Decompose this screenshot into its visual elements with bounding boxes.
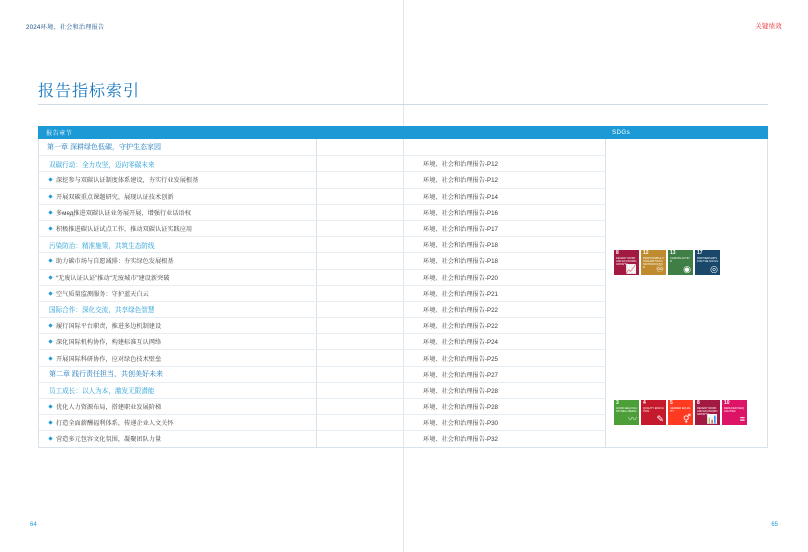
diamond-bullet-icon xyxy=(48,356,52,360)
row-chapter-label: 员工成长：以人为本，激发无限潜能 xyxy=(49,388,155,396)
sdg-icon-group xyxy=(614,400,747,425)
sdg-icon-group xyxy=(614,250,720,275)
sdg-goal-icon xyxy=(614,250,639,275)
sdg-glyph-icon: 〰 xyxy=(627,413,637,424)
sdg-glyph-icon: ✎ xyxy=(656,413,664,424)
row-reference: 环境、社会和治理报告-P32 xyxy=(316,430,605,446)
sdg-number: 12 xyxy=(643,250,649,256)
sdg-goal-icon xyxy=(668,250,693,275)
diamond-bullet-icon xyxy=(48,210,52,214)
row-chapter-label: 助力碳市场与自愿减排：夯实绿色发展根基 xyxy=(56,258,174,266)
sdg-name: DECENT WORK AND ECONOMIC GROWTH xyxy=(697,406,718,416)
sdg-number: 13 xyxy=(670,250,676,256)
sdg-name: REDUCED INEQUALITIES xyxy=(724,406,744,413)
sdg-glyph-icon: ⚥ xyxy=(682,413,691,424)
sdg-number: 10 xyxy=(724,400,730,406)
row-chapter-name xyxy=(39,139,316,155)
row-chapter-label: 开展双碳重点课题研究，展现认证技术创新 xyxy=(56,193,174,201)
row-chapter-label: 履行国际平台职责，推进多边机制建设 xyxy=(56,323,162,331)
row-chapter-label: 第一章 深耕绿色低碳，守护生态家园 xyxy=(47,144,161,152)
table-row[interactable] xyxy=(39,366,767,382)
row-chapter-name xyxy=(39,236,316,252)
table-row[interactable] xyxy=(39,317,767,333)
row-reference: 环境、社会和治理报告-P21 xyxy=(316,285,605,301)
row-chapter-label: 打造全面薪酬福利体系，传递企业人文关怀 xyxy=(56,420,174,428)
sdg-number: 3 xyxy=(616,400,619,406)
diamond-bullet-icon xyxy=(48,324,52,328)
row-reference: 环境、社会和治理报告-P28 xyxy=(316,398,605,414)
title-divider xyxy=(38,104,768,105)
sdg-glyph-icon: ◎ xyxy=(710,263,718,274)
diamond-bullet-icon xyxy=(48,194,52,198)
row-chapter-name xyxy=(39,382,316,398)
row-reference: 环境、社会和治理报告-P12 xyxy=(316,171,605,187)
table-row[interactable] xyxy=(39,301,767,317)
row-chapter-label: 开展国际科研协作，应对绿色技术壁垒 xyxy=(56,355,162,363)
diamond-bullet-icon xyxy=(48,178,52,182)
row-chapter-name xyxy=(39,285,316,301)
table-row[interactable] xyxy=(39,333,767,349)
row-reference: 环境、社会和治理报告-P18 xyxy=(316,252,605,268)
row-chapter-name xyxy=(39,366,316,382)
page-header xyxy=(0,0,808,40)
row-chapter-name xyxy=(39,398,316,414)
row-chapter-label: 双碳行动：全力攻坚，迈向零碳未来 xyxy=(49,161,155,169)
diamond-bullet-icon xyxy=(48,340,52,344)
diamond-bullet-icon xyxy=(48,437,52,441)
row-chapter-label: 积极推进碳认证试点工作，推动双碳认证实践应用 xyxy=(56,226,193,234)
sdg-glyph-icon: ♾ xyxy=(655,263,664,274)
sdg-name: DECENT WORK AND ECONOMIC GROWTH xyxy=(616,256,637,266)
row-chapter-label: 优化人力资源布局，搭建职业发展阶梯 xyxy=(56,404,162,412)
sdg-name: PARTNERSHIPS FOR THE GOALS xyxy=(697,256,718,263)
row-chapter-label: 国际合作：深化交流，共享绿色智慧 xyxy=(49,307,155,315)
row-reference: 环境、社会和治理报告-P17 xyxy=(316,220,605,236)
table-row[interactable] xyxy=(39,220,767,236)
diamond-bullet-icon xyxy=(48,404,52,408)
table-row[interactable] xyxy=(39,139,767,155)
page-number-left: 64 xyxy=(30,522,37,528)
sdg-goal-icon xyxy=(722,400,747,425)
row-chapter-name xyxy=(39,301,316,317)
row-chapter-label: 污染防治：精准施策，共筑生态防线 xyxy=(49,242,155,250)
sdg-number: 5 xyxy=(670,400,673,406)
table-header-row xyxy=(38,126,768,139)
sdg-goal-icon xyxy=(695,400,720,425)
row-chapter-name xyxy=(39,430,316,446)
row-chapter-name xyxy=(39,204,316,220)
row-chapter-label: 深挖参与双碳认证制度体系建设，夯实行业发展根基 xyxy=(56,177,199,185)
row-reference xyxy=(316,139,605,155)
page-title: 报告指标索引 xyxy=(38,83,141,100)
table-row[interactable] xyxy=(39,204,767,220)
row-reference: 环境、社会和治理报告-P24 xyxy=(316,333,605,349)
sdg-number: 8 xyxy=(697,400,700,406)
row-reference: 环境、社会和治理报告-P22 xyxy=(316,317,605,333)
row-reference: 环境、社会和治理报告-P16 xyxy=(316,204,605,220)
diamond-bullet-icon xyxy=(48,259,52,263)
row-reference: 环境、社会和治理报告-P12 xyxy=(316,155,605,171)
table-body xyxy=(38,139,768,448)
row-reference: 环境、社会和治理报告-P14 xyxy=(316,188,605,204)
sdg-number: 4 xyxy=(643,400,646,406)
row-chapter-name xyxy=(39,333,316,349)
sdg-glyph-icon: 📈 xyxy=(625,263,637,274)
table-row[interactable] xyxy=(39,430,767,446)
diamond-bullet-icon xyxy=(48,421,52,425)
page-number-right: 65 xyxy=(771,522,778,528)
sdg-glyph-icon: ◉ xyxy=(683,263,691,274)
row-chapter-name xyxy=(39,349,316,365)
row-chapter-name xyxy=(39,414,316,430)
header-section-tag: 关键绩效 xyxy=(755,23,782,30)
row-chapter-label: “无废认证认证”推动“无废城市”建设新突破 xyxy=(56,274,170,282)
table-row[interactable] xyxy=(39,349,767,365)
row-reference: 环境、社会和治理报告-P18 xyxy=(316,236,605,252)
row-chapter-name xyxy=(39,171,316,187)
column-header-sdg: SDGs xyxy=(612,129,631,136)
table-row[interactable] xyxy=(39,155,767,171)
column-header-chapter: 报告章节 xyxy=(46,130,73,137)
index-table xyxy=(38,126,768,448)
diamond-bullet-icon xyxy=(48,226,52,230)
sdg-goal-icon xyxy=(668,400,693,425)
row-reference: 环境、社会和治理报告-P25 xyxy=(316,349,605,365)
sdg-name: QUALITY EDUCATION xyxy=(643,406,664,413)
row-chapter-name xyxy=(39,155,316,171)
row-chapter-label: 第二章 践行责任担当，共创美好未来 xyxy=(49,371,163,379)
sdg-goal-icon xyxy=(695,250,720,275)
row-reference: 环境、社会和治理报告-P27 xyxy=(316,366,605,382)
sdg-goal-icon xyxy=(641,250,666,275)
sdg-goal-icon xyxy=(614,400,639,425)
row-chapter-name xyxy=(39,252,316,268)
row-chapter-label: 深化国际机构协作，构建标准互认网络 xyxy=(56,339,162,347)
sdg-name: RESPONSIBLE CONSUMPTION AND PRODUCTION xyxy=(643,256,664,269)
row-chapter-name xyxy=(39,269,316,285)
row-chapter-label: 多мед推进双碳认证业务展开展，增强行业话语权 xyxy=(56,209,191,217)
sdg-name: GOOD HEALTH AND WELL-BEING xyxy=(616,406,637,413)
row-reference: 环境、社会和治理报告-P30 xyxy=(316,414,605,430)
row-chapter-label: 空气质量监测服务：守护蓝天白云 xyxy=(56,290,149,298)
row-reference: 环境、社会和治理报告-P22 xyxy=(316,301,605,317)
table-row[interactable] xyxy=(39,382,767,398)
table-row[interactable] xyxy=(39,171,767,187)
sdg-glyph-icon: 📊 xyxy=(706,413,718,424)
sdg-number: 8 xyxy=(616,250,619,256)
row-chapter-name xyxy=(39,220,316,236)
sdg-goal-icon xyxy=(641,400,666,425)
sdg-name: CLIMATE ACTION xyxy=(670,256,690,263)
table-row[interactable] xyxy=(39,188,767,204)
table-row[interactable] xyxy=(39,285,767,301)
diamond-bullet-icon xyxy=(48,275,52,279)
sdg-number: 17 xyxy=(697,250,703,256)
sdg-name: GENDER EQUALITY xyxy=(670,406,691,413)
row-reference: 环境、社会和治理报告-P28 xyxy=(316,382,605,398)
row-chapter-label: 营造多元包容文化氛围，凝聚团队力量 xyxy=(56,436,162,444)
row-chapter-name xyxy=(39,317,316,333)
row-reference: 环境、社会和治理报告-P20 xyxy=(316,269,605,285)
row-chapter-name xyxy=(39,188,316,204)
sdg-glyph-icon: ≡ xyxy=(739,413,745,424)
document-title: 2024环境、社会和治理报告 xyxy=(26,24,105,31)
diamond-bullet-icon xyxy=(48,291,52,295)
